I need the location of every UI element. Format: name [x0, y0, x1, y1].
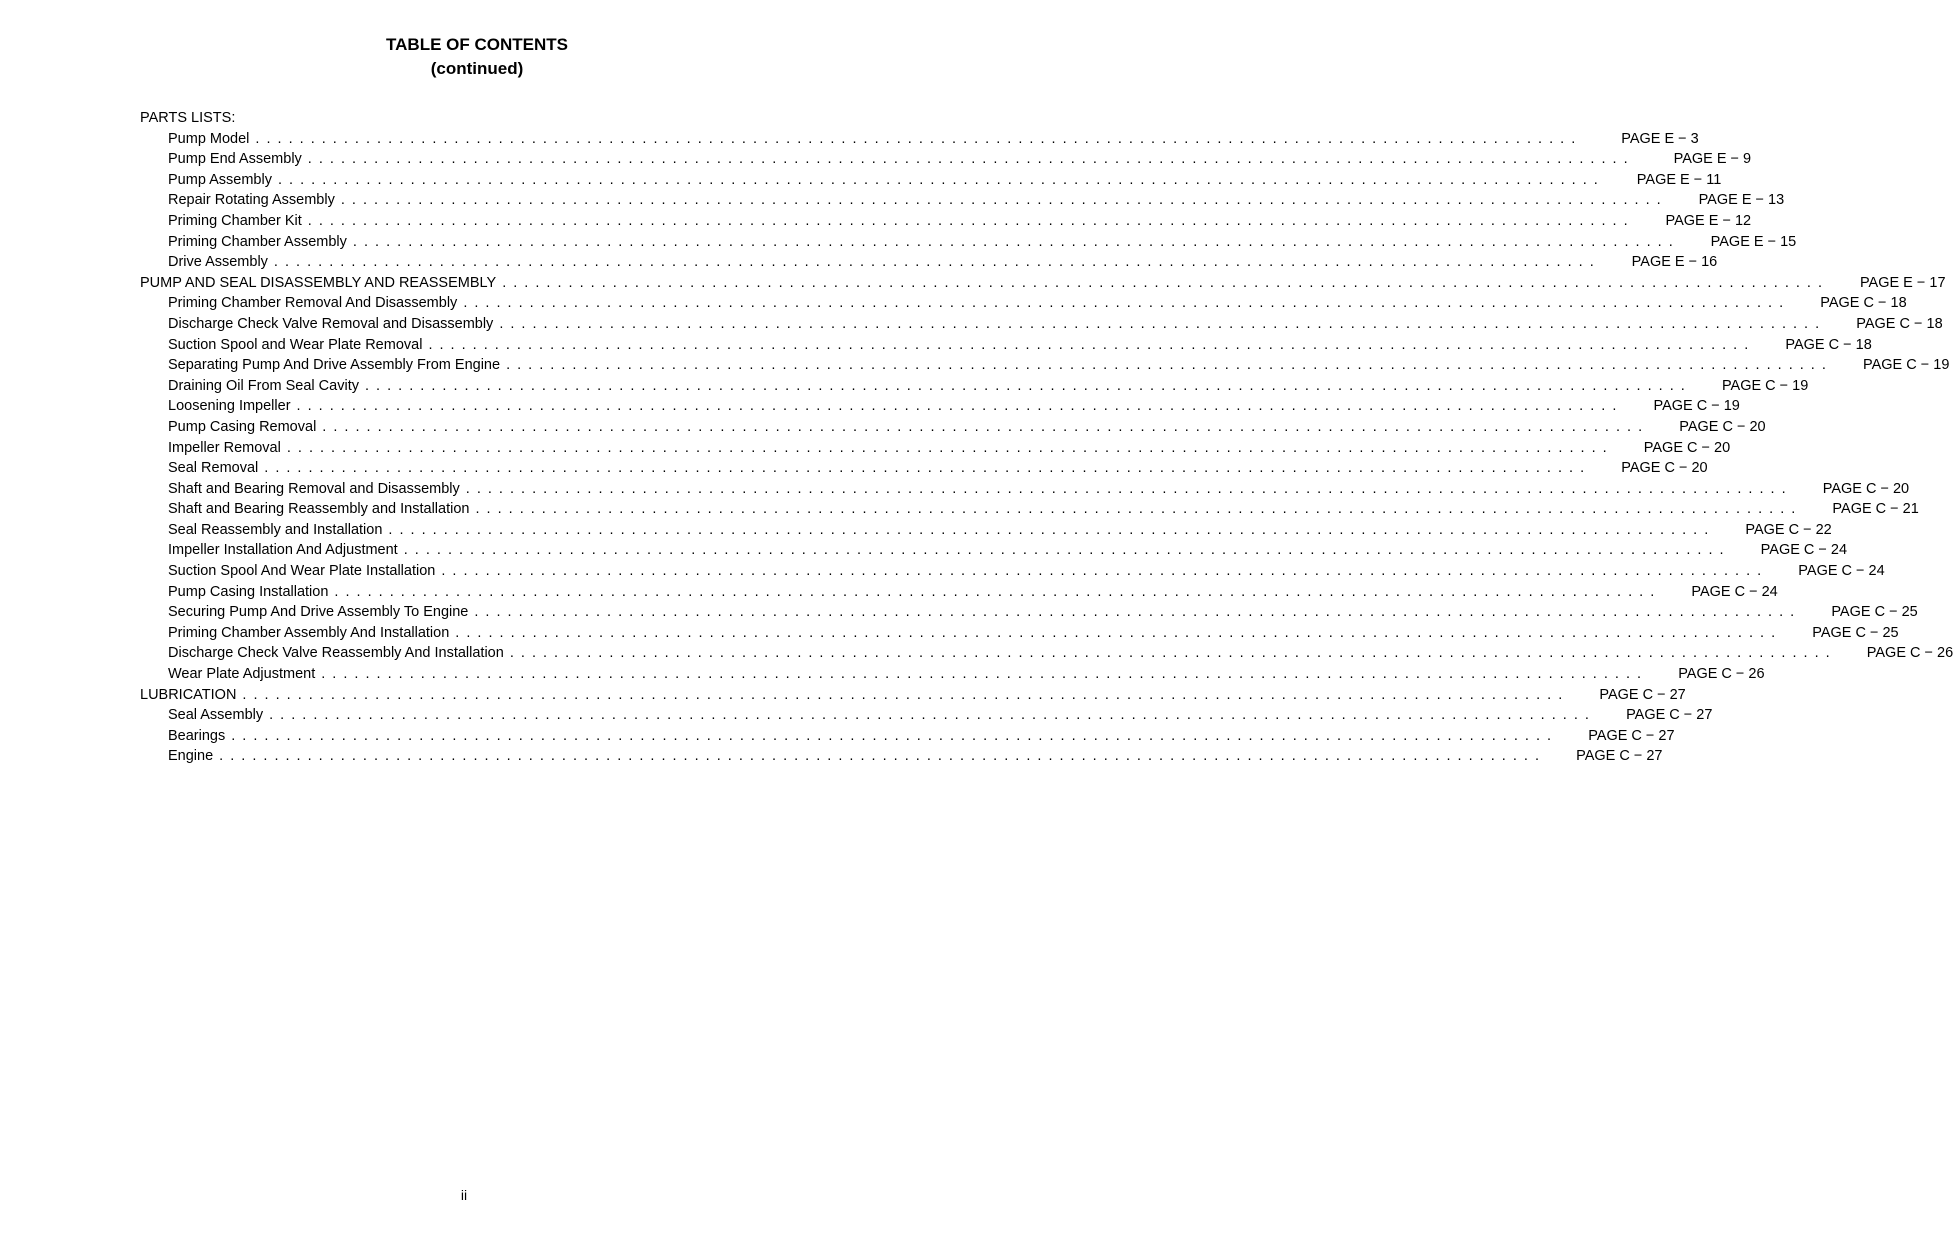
- toc-entry-page: PAGE C − 19: [1653, 398, 1740, 415]
- toc-entry[interactable]: [140, 438, 1731, 459]
- toc-entry-label: Pump End Assembly: [168, 151, 302, 168]
- toc-entry-label: Impeller Installation And Adjustment: [168, 542, 398, 559]
- toc-entry-label: Pump Assembly: [168, 171, 272, 188]
- toc-entry[interactable]: [140, 376, 1809, 397]
- dot-leader: . . . . . . . . . . . . . . . . . . . . . . . . . . . . . . . . . . . . . . . . . . . . . . . . . . . . . . . . . . . . . . . . . . . . . . . . . . . . . . . . . . . . . . . . . . . . . . . . . . . . . . . . . . . . . . . . . . . . . . . .: [286, 439, 1609, 456]
- toc-entry-page: PAGE C − 19: [1863, 357, 1950, 374]
- toc-entry[interactable]: [140, 108, 842, 129]
- dot-leader: . . . . . . . . . . . . . . . . . . . . . . . . . . . . . . . . . . . . . . . . . . . . . . . . . . . . . . . . . . . . . . . . . . . . . . . . . . . . . . . . . . . . . . . . . . . . . . . . . . . . . . . . . . . . . . . . . . . . . . . .: [340, 192, 1663, 209]
- dot-leader: . . . . . . . . . . . . . . . . . . . . . . . . . . . . . . . . . . . . . . . . . . . . . . . . . . . . . . . . . . . . . . . . . . . . . . . . . . . . . . . . . . . . . . . . . . . . . . . . . . . . . . . . . . . . . . . . . . . . . . . .: [219, 748, 1541, 765]
- dot-leader: . . . . . . . . . . . . . . . . . . . . . . . . . . . . . . . . . . . . . . . . . . . . . . . . . . . . . . . . . . . . . . . . . . . . . . . . . . . . . . . . . . . . . . . . . . . . . . . . . . . . . . . . . . . . . . . . . . . . . . . .: [269, 707, 1591, 724]
- dot-leader: . . . . . . . . . . . . . . . . . . . . . . . . . . . . . . . . . . . . . . . . . . . . . . . . . . . . . . . . . . . . . . . . . . . . . . . . . . . . . . . . . . . . . . . . . . . . . . . . . . . . . . . . . . . . . . . . . . . . . . . .: [242, 686, 1564, 703]
- toc-entry-label: Seal Reassembly and Installation: [168, 521, 383, 538]
- toc-entry-label: Priming Chamber Assembly And Installation: [168, 624, 450, 641]
- toc-entry[interactable]: [140, 232, 1797, 253]
- toc-entry[interactable]: [140, 499, 1919, 520]
- toc-entry-page: PAGE E − 13: [1698, 192, 1785, 209]
- toc-entry-page: PAGE C − 18: [1856, 315, 1943, 332]
- toc-entry[interactable]: [140, 314, 1943, 335]
- toc-entry-label: PUMP AND SEAL DISASSEMBLY AND REASSEMBLY: [140, 274, 497, 291]
- toc-entry-label: Suction Spool And Wear Plate Installation: [168, 563, 436, 580]
- toc-entry[interactable]: [140, 273, 1946, 294]
- toc-entry[interactable]: [140, 190, 1785, 211]
- toc-entry-page: PAGE C − 18: [1820, 295, 1907, 312]
- toc-entry-label: Priming Chamber Kit: [168, 212, 302, 229]
- toc-entry-page: PAGE C − 21: [1832, 501, 1919, 518]
- toc-entry-label: Pump Casing Installation: [168, 583, 329, 600]
- toc-entry-page: PAGE E − 15: [1710, 233, 1797, 250]
- toc-entry-page: PAGE E − 12: [1665, 212, 1752, 229]
- toc-entry[interactable]: [140, 705, 1713, 726]
- toc-entry-label: Draining Oil From Seal Cavity: [168, 377, 359, 394]
- toc-entry[interactable]: [140, 252, 1718, 273]
- toc-entry-label: Drive Assembly: [168, 254, 268, 271]
- toc-entry-page: PAGE E − 16: [1631, 254, 1718, 271]
- toc-entry[interactable]: [140, 520, 1832, 541]
- toc-entry-label: Bearings: [168, 727, 226, 744]
- dot-leader: . . . . . . . . . . . . . . . . . . . . . . . . . . . . . . . . . . . . . . . . . . . . . . . . . . . . . . . . . . . . . . . . . . . . . . . . . . . . . . . . . . . . . . . . . . . . . . . . . . . . . . . . . . . . . . . . . . . . . . . .: [465, 480, 1788, 497]
- toc-entry-label: Discharge Check Valve Reassembly And Installation: [168, 645, 504, 662]
- toc-entry-page: PAGE C − 18: [1785, 336, 1872, 353]
- dot-leader: . . . . . . . . . . . . . . . . . . . . . . . . . . . . . . . . . . . . . . . . . . . . . . . . . . . . . . . . . . . . . . . . . . . . . . . . . . . . . . . . . . . . . . . . . . . . . . . . . . . . . . . . . . . . . . . . . . . . . . . .: [364, 377, 1687, 394]
- dot-leader: . . . . . . . . . . . . . . . . . . . . . . . . . . . . . . . . . . . . . . . . . . . . . . . . . . . . . . . . . . . . . . . . . . . . . . . . . . . . . . . . . . . . . . . . . . . . . . . . . . . . . . . . . . . . . . . . . . . . . . . .: [352, 233, 1675, 250]
- dot-leader: . . . . . . . . . . . . . . . . . . . . . . . . . . . . . . . . . . . . . . . . . . . . . . . . . . . . . . . . . . . . . . . . . . . . . . . . . . . . . . . . . . . . . . . . . . . . . . . . . . . . . . . . . . . . . . . . . . . . . . . .: [499, 315, 1821, 332]
- toc-entry-label: Repair Rotating Assembly: [168, 192, 335, 209]
- toc-entry-label: Seal Assembly: [168, 707, 264, 724]
- toc-entry[interactable]: [140, 129, 1699, 150]
- dot-leader: . . . . . . . . . . . . . . . . . . . . . . . . . . . . . . . . . . . . . . . . . . . . . . . . . . . . . . . . . . . . . . . . . . . . . . . . . . . . . . . . . . . . . . . . . . . . . . . . . . . . . . . . . . . . . . . . . . . . . . . .: [273, 254, 1596, 271]
- toc-entry[interactable]: [140, 540, 1848, 561]
- toc-entry-page: PAGE C − 20: [1822, 480, 1910, 497]
- toc-entry-label: Discharge Check Valve Removal and Disassembly: [168, 315, 494, 332]
- toc-entry[interactable]: [140, 602, 1918, 623]
- dot-leader: . . . . . . . . . . . . . . . . . . . . . . . . . . . . . . . . . . . . . . . . . . . . . . . . . . . . . . . . . . . . . . . . . . . . . . . . . . . . . . . . . . . . . . . . . . . . . . . . . . . . . . . . . . . . . . . . . . . . . . . .: [403, 542, 1726, 559]
- dot-leader: . . . . . . . . . . . . . . . . . . . . . . . . . . . . . . . . . . . . . . . . . . . . . . . . . . . . . . . . . . . . . . . . . . . . . . . . . . . . . . . . . . . . . . . . . . . . . . . . . . . . . . . . . . . . . . . . . . . . . . . .: [455, 624, 1777, 641]
- toc-entry-label: PARTS LISTS:: [140, 110, 236, 126]
- page-title: TABLE OF CONTENTS: [386, 35, 568, 54]
- toc-entry-page: PAGE C − 27: [1588, 727, 1675, 744]
- dot-leader: . . . . . . . . . . . . . . . . . . . . . . . . . . . . . . . . . . . . . . . . . . . . . . . . . . . . . . . . . . . . . . . . . . . . . . . . . . . . . . . . . . . . . . . . . . . . . . . . . . . . . . . . . . . . . . . . . . . . . . . .: [334, 583, 1656, 600]
- toc-entry-label: Loosening Impeller: [168, 398, 291, 415]
- toc-entry[interactable]: [140, 149, 1752, 170]
- dot-leader: . . . . . . . . . . . . . . . . . . . . . . . . . . . . . . . . . . . . . . . . . . . . . . . . . . . . . . . . . . . . . . . . . . . . . . . . . . . . . . . . . . . . . . . . . . . . . . . . . . . . . . . . . . . . . . . . . . . . . . . .: [322, 418, 1644, 435]
- toc-entry-page: PAGE C − 27: [1576, 748, 1663, 765]
- toc-entry-label: Priming Chamber Removal And Disassembly: [168, 295, 458, 312]
- toc-entry-page: PAGE C − 24: [1691, 583, 1778, 600]
- toc-entry[interactable]: [140, 335, 1872, 356]
- toc-entry-page: PAGE C − 27: [1599, 686, 1686, 703]
- toc-entry-label: LUBRICATION: [140, 686, 237, 703]
- dot-leader: . . . . . . . . . . . . . . . . . . . . . . . . . . . . . . . . . . . . . . . . . . . . . . . . . . . . . . . . . . . . . . . . . . . . . . . . . . . . . . . . . . . . . . . . . . . . . . . . . . . . . . . . . . . . . . . . . . . . . . . .: [463, 295, 1785, 312]
- dot-leader: . . . . . . . . . . . . . . . . . . . . . . . . . . . . . . . . . . . . . . . . . . . . . . . . . . . . . . . . . . . . . . . . . . . . . . . . . . . . . . . . . . . . . . . . . . . . . . . . . . . . . . . . . . . . . . . . . . . . . . . .: [509, 645, 1832, 662]
- toc-entry-label: Impeller Removal: [168, 439, 281, 456]
- toc-entry-page: PAGE C − 19: [1721, 377, 1809, 394]
- dot-leader: . . . . . . . . . . . . . . . . . . . . . . . . . . . . . . . . . . . . . . . . . . . . . . . . . . . . . . . . . . . . . . . . . . . . . . . . . . . . . . . . . . . . . . . . . . . . . . . . . . . . . . . . . . . . . . . . . . . . . . . .: [296, 398, 1618, 415]
- toc-entry-label: Pump Model: [168, 130, 250, 147]
- toc-entry-page: PAGE C − 24: [1760, 542, 1848, 559]
- page-subtitle: (continued): [430, 59, 524, 78]
- toc-entry[interactable]: [140, 582, 1778, 603]
- toc-entry-page: PAGE C − 25: [1812, 624, 1899, 641]
- toc-entry-page: PAGE C − 25: [1831, 604, 1918, 621]
- toc-entry[interactable]: [140, 479, 1910, 500]
- page-number: ii: [460, 1187, 468, 1203]
- dot-leader: . . . . . . . . . . . . . . . . . . . . . . . . . . . . . . . . . . . . . . . . . . . . . . . . . . . . . . . . . . . . . . . . . . . . . . . . . . . . . . . . . . . . . . . . . . . . . . . . . . . . . . . . . . . . . . . . . . . . . . . .: [321, 666, 1643, 683]
- toc-entry-label: Suction Spool and Wear Plate Removal: [168, 336, 423, 353]
- toc-entry-page: PAGE C − 20: [1679, 418, 1766, 435]
- toc-entry[interactable]: [140, 293, 1907, 314]
- toc-entry-label: Engine: [168, 748, 214, 765]
- toc-entry-page: PAGE E − 17: [1859, 274, 1946, 291]
- toc-entry[interactable]: [140, 396, 1740, 417]
- toc-entry[interactable]: [140, 643, 1953, 664]
- toc-entry-page: PAGE E − 11: [1636, 171, 1722, 188]
- toc-entry[interactable]: [140, 170, 1722, 191]
- toc-entry-label: Shaft and Bearing Removal and Disassembly: [168, 480, 460, 497]
- toc-entry[interactable]: [140, 623, 1899, 644]
- toc-entry-label: Seal Removal: [168, 460, 259, 477]
- toc-entry-label: Shaft and Bearing Reassembly and Installation: [168, 501, 470, 518]
- toc-entry[interactable]: [140, 685, 1686, 706]
- toc-entry[interactable]: [140, 458, 1708, 479]
- toc-entry[interactable]: [140, 726, 1675, 747]
- dot-leader: . . . . . . . . . . . . . . . . . . . . . . . . . . . . . . . . . . . . . . . . . . . . . . . . . . . . . . . . . . . . . . . . . . . . . . . . . . . . . . . . . . . . . . . . . . . . . . . . . . . . . . . . . . . . . . . . . . . . . . . .: [277, 171, 1600, 188]
- dot-leader: . . . . . . . . . . . . . . . . . . . . . . . . . . . . . . . . . . . . . . . . . . . . . . . . . . . . . . . . . . . . . . . . . . . . . . . . . . . . . . . . . . . . . . . . . . . . . . . . . . . . . . . . . . . . . . . . . . . . . . . .: [474, 604, 1796, 621]
- toc-entry-page: PAGE C − 20: [1621, 460, 1708, 477]
- toc-entry-page: PAGE C − 27: [1626, 707, 1713, 724]
- dot-leader: . . . . . . . . . . . . . . . . . . . . . . . . . . . . . . . . . . . . . . . . . . . . . . . . . . . . . . . . . . . . . . . . . . . . . . . . . . . . . . . . . . . . . . . . . . . . . . . . . . . . . . . . . . . . . . . . . . . . . . . .: [428, 336, 1750, 353]
- title-block: [0, 33, 954, 81]
- dot-leader: . . . . . . . . . . . . . . . . . . . . . . . . . . . . . . . . . . . . . . . . . . . . . . . . . . . . . . . . . . . . . . . . . . . . . . . . . . . . . . . . . . . . . . . . . . . . . . . . . . . . . . . . . . . . . . . . . . . . . . . .: [388, 521, 1710, 538]
- toc-entry[interactable]: [140, 211, 1752, 232]
- toc-entry-label: Wear Plate Adjustment: [168, 666, 316, 683]
- dot-leader: . . . . . . . . . . . . . . . . . . . . . . . . . . . . . . . . . . . . . . . . . . . . . . . . . . . . . . . . . . . . . . . . . . . . . . . . . . . . . . . . . . . . . . . . . . . . . . . . . . . . . . . . . . . . . . . . . . . . . . . .: [475, 501, 1797, 518]
- toc-entry-page: PAGE C − 24: [1798, 563, 1885, 580]
- toc-entry-label: Pump Casing Removal: [168, 418, 317, 435]
- toc-entry-page: PAGE E − 9: [1673, 151, 1752, 168]
- dot-leader: . . . . . . . . . . . . . . . . . . . . . . . . . . . . . . . . . . . . . . . . . . . . . . . . . . . . . . . . . . . . . . . . . . . . . . . . . . . . . . . . . . . . . . . . . . . . . . . . . . . . . . . . . . . . . . . . . . . . . . . .: [502, 274, 1824, 291]
- dot-leader: . . . . . . . . . . . . . . . . . . . . . . . . . . . . . . . . . . . . . . . . . . . . . . . . . . . . . . . . . . . . . . . . . . . . . . . . . . . . . . . . . . . . . . . . . . . . . . . . . . . . . . . . . . . . . . . . . . . . . . . .: [231, 727, 1553, 744]
- toc-entry-label: Securing Pump And Drive Assembly To Engine: [168, 604, 469, 621]
- dot-leader: . . . . . . . . . . . . . . . . . . . . . . . . . . . . . . . . . . . . . . . . . . . . . . . . . . . . . . . . . . . . . . . . . . . . . . . . . . . . . . . . . . . . . . . . . . . . . . . . . . . . . . . . . . . . . . . . . . . . . . . .: [441, 563, 1763, 580]
- dot-leader: . . . . . . . . . . . . . . . . . . . . . . . . . . . . . . . . . . . . . . . . . . . . . . . . . . . . . . . . . . . . . . . . . . . . . . . . . . . . . . . . . . . . . . . . . . . . . . . . . . . . . . . . . . . . . . . . . . . . . . . .: [264, 460, 1586, 477]
- dot-leader: . . . . . . . . . . . . . . . . . . . . . . . . . . . . . . . . . . . . . . . . . . . . . . . . . . . . . . . . . . . . . . . . . . . . . . . . . . . . . . . . . . . . . . . . . . . . . . . . . . . . . . . . . . . . . . . . . . . . . . . .: [255, 130, 1577, 147]
- dot-leader: . . . . . . . . . . . . . . . . . . . . . . . . . . . . . . . . . . . . . . . . . . . . . . . . . . . . . . . . . . . . . . . . . . . . . . . . . . . . . . . . . . . . . . . . . . . . . . . . . . . . . . . . . . . . . . . . . . . . . . . .: [307, 151, 1630, 168]
- toc-entry-page: PAGE C − 20: [1643, 439, 1731, 456]
- toc-entry[interactable]: [140, 664, 1765, 685]
- toc-entry-page: PAGE C − 26: [1866, 645, 1953, 662]
- toc-entry-page: PAGE C − 26: [1678, 666, 1765, 683]
- toc-entry[interactable]: [140, 355, 1950, 376]
- toc-entry[interactable]: [140, 746, 1663, 767]
- dot-leader: . . . . . . . . . . . . . . . . . . . . . . . . . . . . . . . . . . . . . . . . . . . . . . . . . . . . . . . . . . . . . . . . . . . . . . . . . . . . . . . . . . . . . . . . . . . . . . . . . . . . . . . . . . . . . . . . . . . . . . . .: [307, 212, 1630, 229]
- toc-entry[interactable]: [140, 561, 1885, 582]
- toc-entry-page: PAGE E − 3: [1621, 130, 1699, 147]
- toc-entry-label: Separating Pump And Drive Assembly From Engine: [168, 357, 501, 374]
- dot-leader: . . . . . . . . . . . . . . . . . . . . . . . . . . . . . . . . . . . . . . . . . . . . . . . . . . . . . . . . . . . . . . . . . . . . . . . . . . . . . . . . . . . . . . . . . . . . . . . . . . . . . . . . . . . . . . . . . . . . . . . .: [506, 357, 1828, 374]
- toc-entry-label: Priming Chamber Assembly: [168, 233, 347, 250]
- toc-entry-page: PAGE C − 22: [1745, 521, 1832, 538]
- toc-entry[interactable]: [140, 417, 1766, 438]
- toc-list: [140, 108, 1953, 767]
